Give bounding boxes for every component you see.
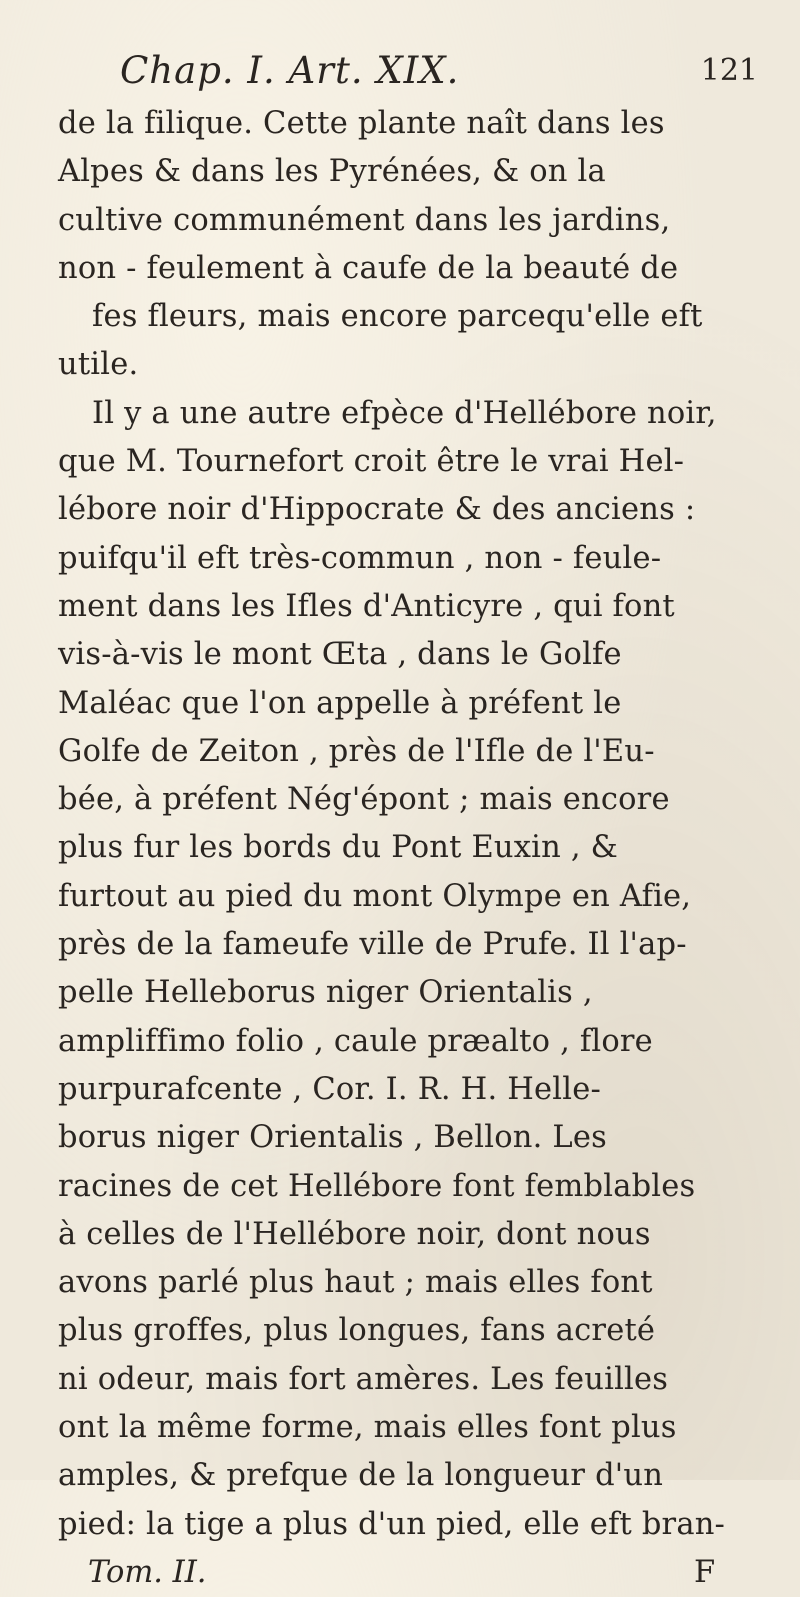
body-text	[58, 100, 760, 1549]
chapter-title: Chap. I. Art. XIX.	[120, 49, 460, 92]
text-line: de la filique. Cette plante naît dans les	[58, 106, 665, 141]
text-line: Alpes & dans les Pyrénées, & on la	[58, 154, 606, 190]
text-line: fes fleurs, mais encore parcequ'elle eft	[92, 299, 703, 335]
text-line: que M. Tournefort croit être le vrai Hel-	[58, 444, 685, 480]
text-line: purpurafcente , Cor. I. R. H. Helle-	[58, 1071, 601, 1107]
text-line: borus niger Orientalis , Bellon. Les	[58, 1120, 607, 1156]
text-line: amples, & prefque de la longueur d'un	[58, 1458, 664, 1494]
page-footer	[58, 1549, 760, 1597]
text-line: furtout au pied du mont Olympe en Afie,	[58, 878, 692, 914]
text-line: ni odeur, mais fort amères. Les feuilles	[58, 1361, 669, 1397]
text-line: ont la même forme, mais elles font plus	[58, 1410, 677, 1446]
text-line: cultive communément dans les jardins,	[58, 202, 671, 238]
text-line: ampliffimo folio , caule præalto , flore	[58, 1023, 653, 1059]
text-line: plus fur les bords du Pont Euxin , &	[58, 830, 619, 866]
text-line: pelle Helleborus niger Orientalis ,	[58, 975, 593, 1011]
text-line: vis-à-vis le mont Œta , dans le Golfe	[58, 637, 622, 673]
text-line: non - feulement à caufe de la beauté de	[58, 250, 679, 286]
page-number: 121	[700, 53, 758, 88]
text-line: près de la fameufe ville de Prufe. Il l'ap-	[58, 927, 687, 963]
signature-mark: F	[694, 1554, 716, 1590]
text-line: Golfe de Zeiton , près de l'Ifle de l'Eu-	[58, 733, 655, 769]
text-line: ment dans les Ifles d'Anticyre , qui font	[58, 588, 675, 624]
text-line: avons parlé plus haut ; mais elles font	[58, 1265, 653, 1301]
text-line: bée, à préfent Nég'épont ; mais encore	[58, 782, 670, 818]
text-line: à celles de l'Hellébore noir, dont nous	[58, 1216, 651, 1252]
text-line: Maléac que l'on appelle à préfent le	[58, 685, 622, 721]
text-line: Il y a une autre efpèce d'Hellébore noir,	[92, 395, 717, 431]
text-line: racines de cet Hellébore font femblables	[58, 1168, 696, 1204]
volume-label: Tom. II.	[88, 1554, 207, 1590]
text-line: lébore noir d'Hippocrate & des anciens :	[58, 492, 696, 528]
text-line: plus groffes, plus longues, fans acreté	[58, 1313, 656, 1349]
text-line: puifqu'il eft très-commun , non - feule-	[58, 540, 662, 576]
running-head	[58, 46, 760, 96]
text-line: utile.	[58, 347, 139, 383]
text-line: pied: la tige a plus d'un pied, elle eft bran-	[58, 1506, 726, 1542]
